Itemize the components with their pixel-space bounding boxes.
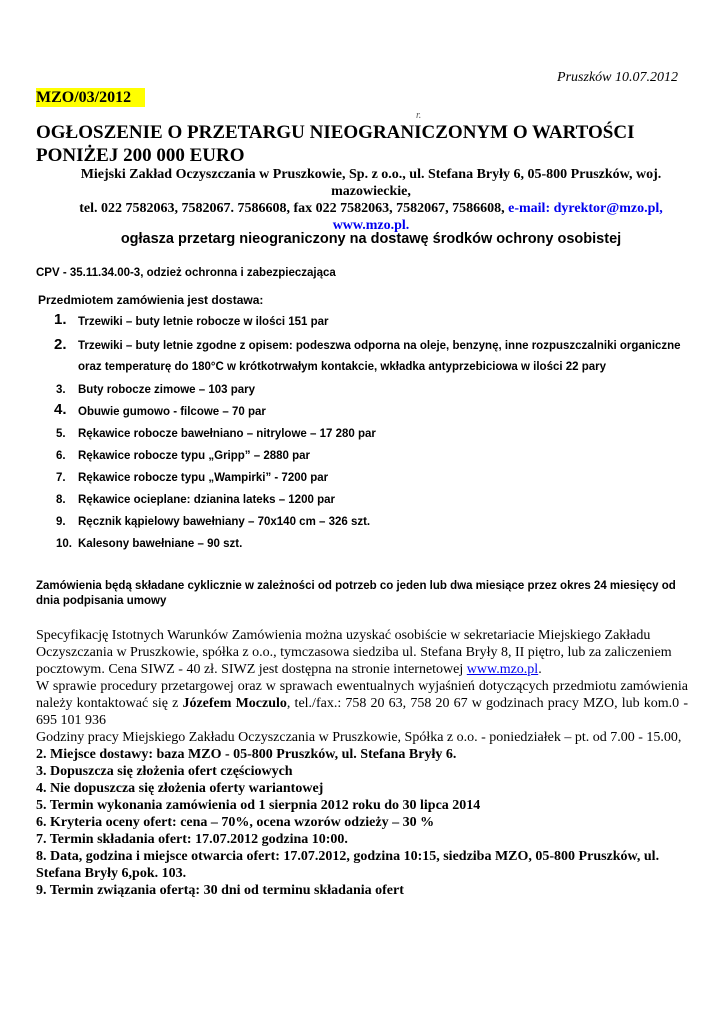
- item-text: Trzewiki – buty letnie zgodne z opisem: podeszwa odporna na oleje, benzynę, inne rozpuszczalniki organiczne oraz temperaturę do 180°C w krótkotrwałym kontakcie, wkładka antyprzebiciowa w ilości 22 pary: [78, 340, 681, 373]
- item-number: 4.: [54, 401, 67, 418]
- siwz-text: Specyfikację Istotnych Warunków Zamówienia można uzyskać osobiście w sekretariacie Miejskiego Zakładu Oczyszczania w Pruszkowie, spółka z o.o., tymczasowa siedziba ul. Stefana Bryły 8, II piętro, lub za zaliczeniem pocztowym. Cena SIWZ - 40 zł. SIWZ jest dostępna na stronie internetowej: [36, 628, 672, 677]
- siwz-website-link[interactable]: www.mzo.pl: [466, 662, 539, 677]
- siwz-text-end: .: [538, 662, 542, 677]
- organization-block: [36, 166, 706, 234]
- small-mark: r.: [416, 110, 422, 121]
- item-text: Kalesony bawełniane – 90 szt.: [78, 538, 243, 550]
- item-text: Rękawice robocze typu „Wampirki” - 7200 par: [78, 472, 329, 484]
- items-list: [36, 312, 686, 554]
- siwz-paragraph: [36, 627, 688, 678]
- item-number: 1.: [54, 311, 67, 328]
- cpv-code: CPV - 35.11.34.00-3, odzież ochronna i zabezpieczająca: [36, 267, 336, 279]
- item-number: 9.: [56, 516, 66, 528]
- list-item: [36, 402, 686, 422]
- document-title: [36, 121, 696, 167]
- contact-person: Józefem Moczulo: [182, 696, 287, 711]
- item-number: 2.: [54, 336, 67, 353]
- announcement: ogłasza przetarg nieograniczony na dostawę środków ochrony osobistej: [120, 231, 622, 247]
- list-item: [36, 336, 686, 378]
- title-line-1: OGŁOSZENIE O PRZETARGU NIEOGRANICZONYM O WARTOŚCI: [36, 122, 635, 143]
- contact-paragraph: [36, 678, 688, 729]
- item-number: 6.: [56, 450, 66, 462]
- contact-text-end: , tel./fax.: 758 20 63, 758 20 67 w godzinach pracy MZO, lub kom.0 - 695 101 936: [36, 696, 689, 728]
- cycle-note: Zamówienia będą składane cyklicznie w zależności od potrzeb co jeden lub dwa miesiące przez okres 24 miesięcy od dnia podpisania umowy: [36, 580, 676, 607]
- title-line-2: PONIŻEJ 200 000 EURO: [36, 145, 245, 166]
- document-date: Pruszków 10.07.2012: [557, 70, 678, 85]
- item-text: Buty robocze zimowe – 103 pary: [78, 384, 256, 396]
- item-text: Rękawice ocieplane: dzianina lateks – 1200 par: [78, 494, 335, 506]
- list-item: [36, 468, 686, 488]
- office-hours: Godziny pracy Miejskiego Zakładu Oczyszczania w Pruszkowie, Spółka z o.o. - poniedziałek – pt. od 7.00 - 15.00,: [36, 730, 682, 745]
- item-text: Rękawice robocze bawełniano – nitrylowe – 17 280 par: [78, 428, 376, 440]
- item-number: 8.: [56, 494, 66, 506]
- list-item: [36, 512, 686, 532]
- contact-text: W sprawie procedury przetargowej oraz w sprawach ewentualnych wyjaśnień dotyczących przedmiotu zamówienia należy kontaktować się z: [36, 679, 688, 711]
- item-number: 5.: [56, 428, 66, 440]
- point-7: 7. Termin składania ofert: 17.07.2012 godzina 10:00.: [36, 832, 348, 847]
- phone-fax-numbers: tel. 022 7582063, 7582067. 7586608, fax 022 7582063, 7582067, 7586608,: [79, 201, 505, 216]
- item-text: Ręcznik kąpielowy bawełniany – 70x140 cm – 326 szt.: [78, 516, 371, 528]
- item-number: 7.: [56, 472, 66, 484]
- point-2: 2. Miejsce dostawy: baza MZO - 05-800 Pruszków, ul. Stefana Bryły 6.: [36, 747, 457, 762]
- point-5: 5. Termin wykonania zamówienia od 1 sierpnia 2012 roku do 30 lipca 2014: [36, 798, 481, 813]
- list-item: [36, 312, 686, 332]
- item-number: 3.: [56, 384, 66, 396]
- point-3: 3. Dopuszcza się złożenia ofert częściowych: [36, 764, 293, 779]
- point-4: 4. Nie dopuszcza się złożenia oferty wariantowej: [36, 781, 324, 796]
- item-number: 10.: [56, 538, 72, 550]
- list-item: [36, 380, 686, 400]
- item-text: Rękawice robocze typu „Gripp” – 2880 par: [78, 450, 310, 462]
- item-text: Obuwie gumowo - filcowe – 70 par: [78, 406, 266, 418]
- organization-address: Miejski Zakład Oczyszczania w Pruszkowie, Sp. z o.o., ul. Stefana Bryły 6, 05-800 Pruszków, woj.: [80, 167, 662, 182]
- organization-contact: [36, 200, 706, 217]
- list-item: [36, 490, 686, 510]
- point-8: 8. Data, godzina i miejsce otwarcia ofert: 17.07.2012, godzina 10:15, siedziba MZO, 05-800 Pruszków, ul. Stefana Bryły 6,pok. 103.: [36, 849, 660, 881]
- reference-number: MZO/03/2012: [36, 88, 145, 107]
- item-text: Trzewiki – buty letnie robocze w ilości 151 par: [78, 316, 329, 328]
- list-item: [36, 446, 686, 466]
- list-item: [36, 424, 686, 444]
- list-item: [36, 534, 686, 554]
- point-6: 6. Kryteria oceny ofert: cena – 70%, ocena wzorów odzieży – 30 %: [36, 815, 435, 830]
- website-link[interactable]: www.mzo.pl.: [332, 218, 410, 233]
- point-9: 9. Termin związania ofertą: 30 dni od terminu składania ofert: [36, 883, 404, 898]
- details-section: [36, 627, 688, 899]
- subject-heading: Przedmiotem zamówienia jest dostawa:: [38, 293, 264, 307]
- email-link[interactable]: e-mail: dyrektor@mzo.pl,: [508, 201, 663, 216]
- organization-region: mazowieckie,: [331, 184, 411, 199]
